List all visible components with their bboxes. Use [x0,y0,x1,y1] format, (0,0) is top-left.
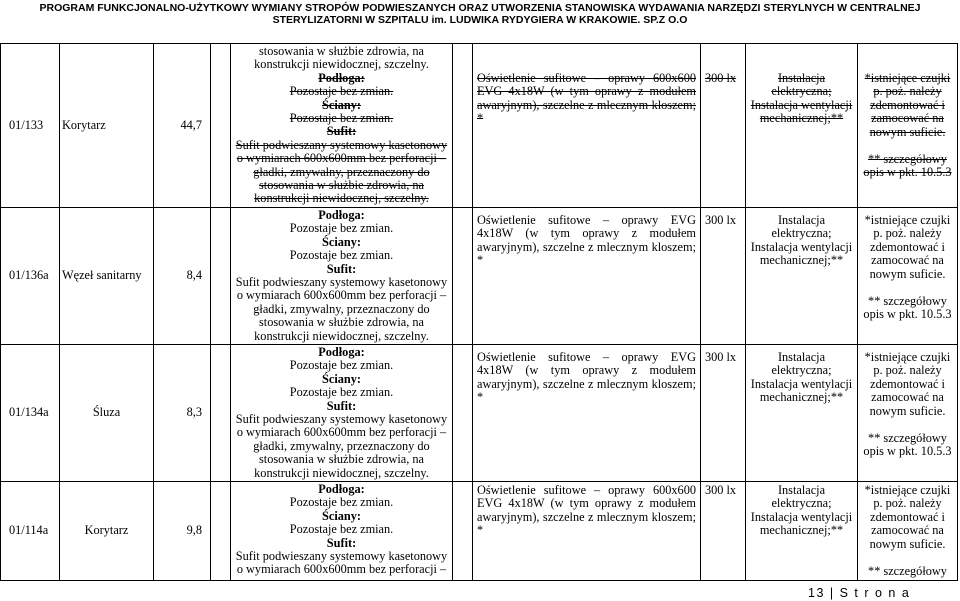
floor-label: Podłoga: [318,70,365,85]
rooms-table [0,43,958,581]
walls-label: Ściany: [322,508,361,523]
notes-reference: ** szczegółowy [868,564,947,579]
floor-label: Podłoga: [318,207,365,222]
notes-reference: ** szczegółowy opis w pkt. 10.5.3 [863,152,952,180]
spacer-cell [211,482,231,581]
floor-value: Pozostaje bez zmian. [289,84,394,99]
notes-sensors: *istniejące czujki p. poż. należy zdemontować i zamocować na nowym suficie. [864,212,951,281]
ceiling-description: Sufit podwieszany systemowy kasetonowy o wymiarach 600x600mm bez perforacji – gładki, zmywalny, przeznaczony do stosowania w służbie zdrowia, na konstrukcji niewidocznej, szczelny. [235,274,448,343]
room-name: Węzeł sanitarny [60,207,154,344]
notes-cell [858,482,958,581]
ceiling-label: Sufit: [326,124,357,139]
notes-sensors: *istniejące czujki p. poż. należy zdemontować i zamocować na nowym suficie. [864,71,951,139]
lighting-cell: Oświetlenie sufitowe – oprawy EVG 4x18W (w tym oprawy z modułem awaryjnym), szczelne z mlecznym kloszem; * [473,207,701,344]
spacer-cell [453,344,473,481]
walls-value: Pozostaje bez zmian. [289,111,394,126]
document-header [0,0,960,32]
page-number: 13 [808,586,825,600]
floor-label: Podłoga: [318,344,365,359]
table-row [1,482,958,581]
room-area: 8,3 [154,344,211,481]
floor-value: Pozostaje bez zmian. [289,495,394,510]
room-area: 44,7 [154,44,211,208]
walls-value: Pozostaje bez zmian. [289,385,394,400]
notes-sensors: *istniejące czujki p. poż. należy zdemontować i zamocować na nowym suficie. [864,349,951,418]
spacer-cell [211,207,231,344]
room-area: 8,4 [154,207,211,344]
page-label: S t r o n a [839,586,911,600]
prev-fragment-line-2: konstrukcji niewidocznej, szczelny. [254,57,429,72]
ceiling-description: Sufit podwieszany systemowy kasetonowy o wymiarach 600x600mm bez perforacji – [235,549,448,577]
walls-label: Ściany: [322,234,361,249]
ceiling-label: Sufit: [326,261,357,276]
notes-cell [858,44,958,208]
notes-cell [858,207,958,344]
room-name: Korytarz [60,44,154,208]
notes-cell [858,344,958,481]
room-area: 9,8 [154,482,211,581]
table-row [1,207,958,344]
finishes-cell [231,482,453,581]
installations-cell: Instalacja elektryczna; Instalacja wentylacji mechanicznej;** [746,44,858,208]
installations-cell: Instalacja elektryczna; Instalacja wentylacji mechanicznej;** [746,482,858,581]
table-row [1,344,958,481]
notes-reference: ** szczegółowy opis w pkt. 10.5.3 [863,430,952,459]
walls-value: Pozostaje bez zmian. [289,522,394,537]
walls-value: Pozostaje bez zmian. [289,248,394,263]
page-footer [808,586,910,600]
spacer-cell [453,44,473,208]
lux-cell: 300 lx [701,207,746,344]
spacer-cell [453,207,473,344]
finishes-cell [231,344,453,481]
floor-value: Pozostaje bez zmian. [289,358,394,373]
notes-reference: ** szczegółowy opis w pkt. 10.5.3 [863,293,952,322]
notes-sensors: *istniejące czujki p. poż. należy zdemontować i zamocować na nowym suficie. [864,483,951,551]
ceiling-description: Sufit podwieszany systemowy kasetonowy o wymiarach 600x600mm bez perforacji – gładki, zmywalny, przeznaczony do stosowania w służbie zdrowia, na konstrukcji niewidocznej, szczelny. [235,411,448,480]
walls-label: Ściany: [322,371,361,386]
finishes-cell [231,44,453,208]
prev-fragment-line-1: stosowania w służbie zdrowia, na [259,44,424,58]
room-name: Śluza [60,344,154,481]
lighting-cell: Oświetlenie sufitowe – oprawy 600x600 EVG 4x18W (w tym oprawy z modułem awaryjnym), szczelne z mlecznym kloszem; * [473,44,701,208]
walls-label: Ściany: [322,97,361,112]
ceiling-description: Sufit podwieszany systemowy kasetonowy o wymiarach 600x600mm bez perforacji – gładki, zmywalny, przeznaczony do stosowania w służbie zdrowia, na konstrukcji niewidocznej, szczelny. [235,137,448,206]
header-line-2: STERYLIZATORNI W SZPITALU im. LUDWIKA RYDYGIERA W KRAKOWIE. SP.Z O.O [272,14,688,26]
lighting-cell: Oświetlenie sufitowe – oprawy 600x600 EVG 4x18W (w tym oprawy z modułem awaryjnym), szczelne z mlecznym kloszem; * [473,482,701,581]
room-id: 01/134a [1,344,60,481]
room-name: Korytarz [60,482,154,581]
spacer-cell [211,344,231,481]
floor-value: Pozostaje bez zmian. [289,221,394,236]
lux-cell: 300 lx [701,44,746,208]
spacer-cell [211,44,231,208]
room-id: 01/136a [1,207,60,344]
ceiling-label: Sufit: [326,535,357,550]
header-line-1: PROGRAM FUNKCJONALNO-UŻYTKOWY WYMIANY STROPÓW PODWIESZANYCH ORAZ UTWORZENIA STANOWISKA WYDAWANIA NARZĘDZI STERYLNYCH W CENTRALNEJ [39,2,921,14]
lux-cell: 300 lx [701,482,746,581]
floor-label: Podłoga: [318,482,365,496]
room-id: 01/133 [1,44,60,208]
installations-cell: Instalacja elektryczna; Instalacja wentylacji mechanicznej;** [746,344,858,481]
lux-cell: 300 lx [701,344,746,481]
footer-separator: | [824,586,840,600]
lighting-cell: Oświetlenie sufitowe – oprawy EVG 4x18W (w tym oprawy z modułem awaryjnym), szczelne z mlecznym kloszem; * [473,344,701,481]
installations-cell: Instalacja elektryczna; Instalacja wentylacji mechanicznej;** [746,207,858,344]
spacer-cell [453,482,473,581]
table-row [1,44,958,208]
room-id: 01/114a [1,482,60,581]
ceiling-label: Sufit: [326,398,357,413]
finishes-cell [231,207,453,344]
